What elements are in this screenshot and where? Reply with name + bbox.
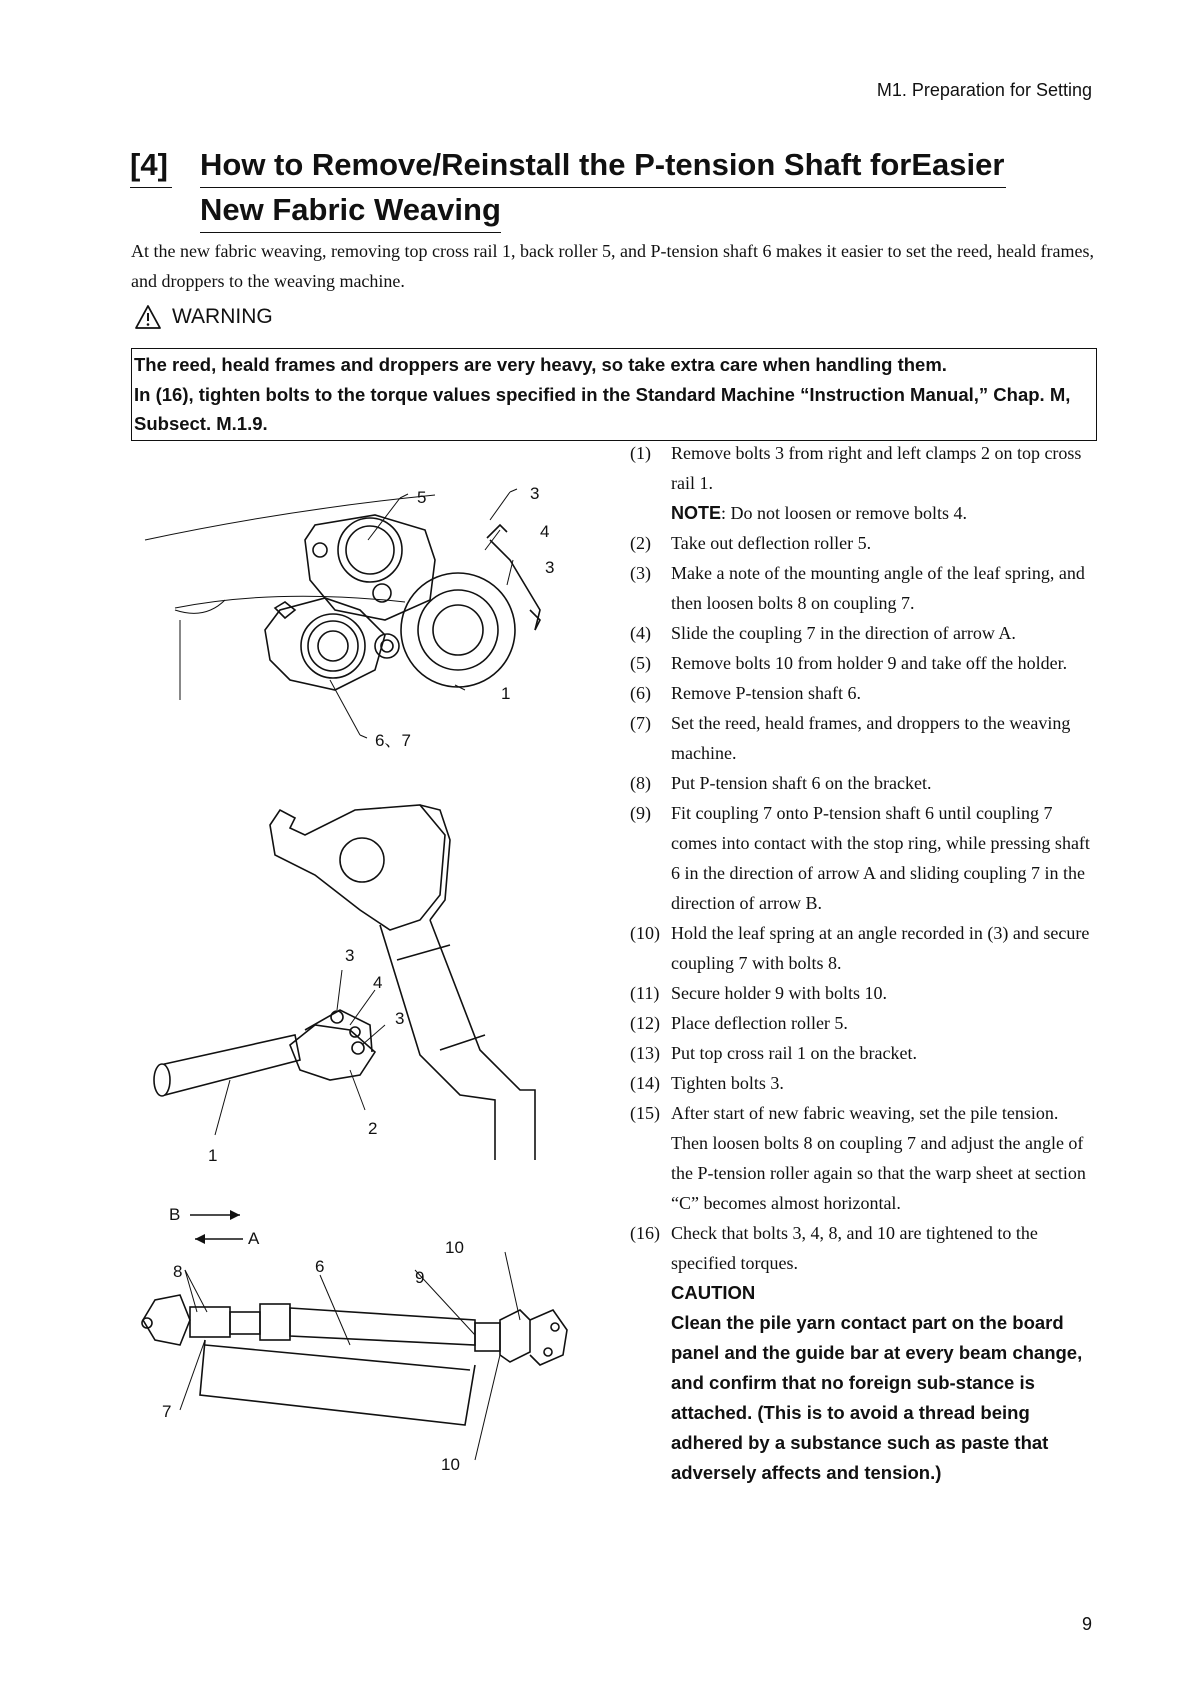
fig3-label-6: 6 — [315, 1257, 325, 1276]
fig1-label-3-lower: 3 — [545, 558, 555, 577]
warning-triangle-icon — [134, 304, 162, 330]
step-7: (7) Set the reed, heald frames, and droppers to the weaving machine. — [630, 713, 1071, 763]
caution-label: CAUTION — [671, 1282, 756, 1303]
warning-line-1: The reed, heald frames and droppers are very heavy, so take extra care when handling them. — [134, 354, 947, 375]
page-number: 9 — [1081, 1614, 1092, 1634]
step-5: (5) Remove bolts 10 from holder 9 and take off the holder. — [630, 653, 1068, 673]
warning-heading — [134, 304, 273, 330]
fig3-label-10-top: 10 — [445, 1238, 464, 1257]
step-1: (1) Remove bolts 3 from right and left clamps 2 on top cross rail 1. — [630, 443, 1082, 493]
step-10: (10) Hold the leaf spring at an angle recorded in (3) and secure coupling 7 with bolts 8. — [630, 923, 1090, 973]
intro-paragraph: At the new fabric weaving, removing top cross rail 1, back roller 5, and P-tension shaft 6 makes it easier to set the reed, heald frames, and droppers to the weaving machine. — [131, 241, 1094, 291]
step-3: (3) Make a note of the mounting angle of the leaf spring, and then loosen bolts 8 on coupling 7. — [630, 563, 1085, 613]
step-4: (4) Slide the coupling 7 in the direction of arrow A. — [630, 623, 1016, 643]
figure-p-tension-shaft — [135, 1190, 595, 1490]
fig2-label-1: 1 — [208, 1146, 218, 1165]
fig3-label-a: A — [248, 1229, 260, 1248]
fig1-label-3-top: 3 — [530, 484, 540, 503]
step-8: (8) Put P-tension shaft 6 on the bracket. — [630, 773, 932, 793]
step-15: (15) After start of new fabric weaving, set the pile tension. Then loosen bolts 8 on coupling 7 and adjust the angle of the P-tension roller again so that the warp sheet at section “C” becomes almost horizontal. — [630, 1103, 1086, 1213]
step-13: (13) Put top cross rail 1 on the bracket. — [630, 1043, 917, 1063]
fig2-label-2: 2 — [368, 1119, 378, 1138]
fig3-label-9: 9 — [415, 1268, 425, 1287]
fig2-label-4: 4 — [373, 973, 383, 992]
section-number: [4] — [130, 142, 172, 188]
warning-line-2: In (16), tighten bolts to the torque values specified in the Standard Machine “Instruction Manual,” Chap. M, Subsect. M.1.9. — [134, 383, 1071, 434]
note-label: NOTE — [671, 503, 722, 523]
fig3-label-7: 7 — [162, 1402, 172, 1421]
figure-clamp-rail — [140, 780, 580, 1170]
fig1-label-5: 5 — [417, 488, 427, 507]
step-9: (9) Fit coupling 7 onto P-tension shaft 6 until coupling 7 comes into contact with the stop ring, while pressing shaft 6 in the direction of arrow A and sliding coupling 7 in the direction of arrow B. — [630, 803, 1090, 913]
step-6: (6) Remove P-tension shaft 6. — [630, 683, 861, 703]
fig3-label-10-bottom: 10 — [441, 1455, 460, 1474]
note — [630, 498, 1091, 528]
fig1-label-1: 1 — [501, 684, 511, 703]
section-title-line-2: New Fabric Weaving — [200, 187, 501, 233]
running-head: M1. Preparation for Setting — [876, 80, 1092, 100]
figure-rollers — [135, 470, 595, 770]
fig1-label-4: 4 — [540, 522, 550, 541]
step-16: (16) Check that bolts 3, 4, 8, and 10 are tightened to the specified torques. — [630, 1223, 1038, 1273]
fig2-label-3-top: 3 — [345, 946, 355, 965]
fig2-label-3-right: 3 — [395, 1009, 405, 1028]
warning-box — [131, 348, 1097, 441]
note-text: : Do not loosen or remove bolts 4. — [721, 503, 967, 523]
fig1-label-6-7: 6、7 — [375, 731, 411, 750]
step-14: (14) Tighten bolts 3. — [630, 1073, 784, 1093]
step-11: (11) Secure holder 9 with bolts 10. — [630, 983, 887, 1003]
step-12: (12) Place deflection roller 5. — [630, 1013, 848, 1033]
step-2: (2) Take out deflection roller 5. — [630, 533, 872, 553]
caution-text: Clean the pile yarn contact part on the board panel and the guide bar at every beam change, and confirm that no foreign sub-stance is attached. (This is to avoid a thread being adhered by a substance such as paste that adversely affects and tension.) — [671, 1312, 1083, 1483]
section-title-line-1: How to Remove/Reinstall the P-tension Shaft forEasier — [200, 142, 1006, 188]
fig3-label-b: B — [169, 1205, 181, 1224]
warning-label: WARNING — [172, 305, 273, 328]
procedure-steps — [630, 438, 1091, 1488]
fig3-label-8: 8 — [173, 1262, 183, 1281]
